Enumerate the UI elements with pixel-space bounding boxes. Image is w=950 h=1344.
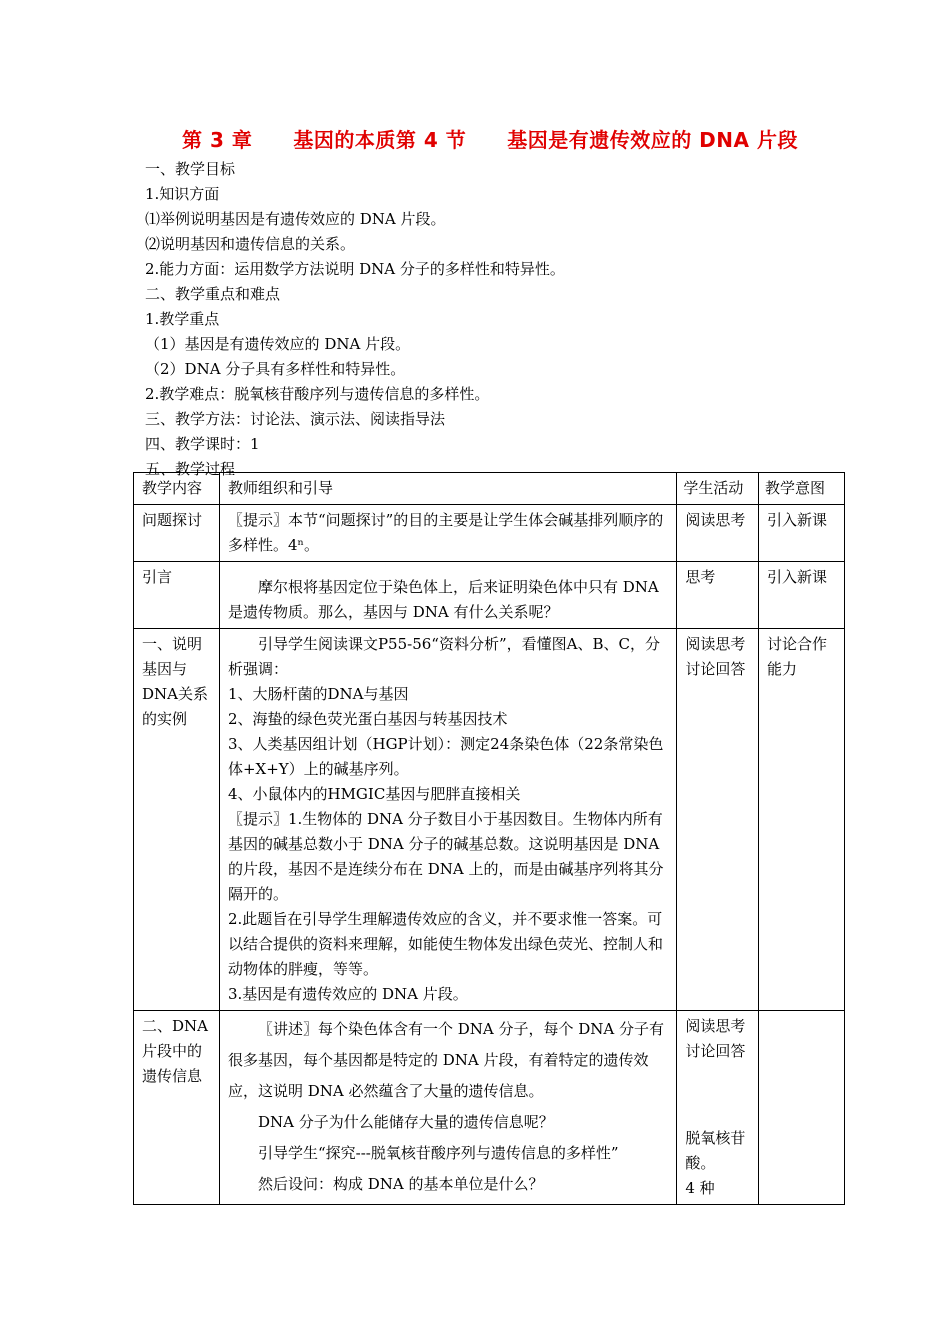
cell-intent — [759, 1011, 845, 1205]
cell-guide — [219, 1011, 676, 1205]
teaching-process-table — [133, 472, 845, 1205]
cell-activity: 思考 — [677, 562, 759, 629]
guide-paragraph: 3、人类基因组计划（HGP计划）：测定24条染色体（22条常染色体+X+Y）上的碱基序列。 — [227, 735, 664, 778]
guide-paragraph: 摩尔根将基因定位于染色体上，后来证明染色体中只有 DNA 是遗传物质。那么，基因与 DNA 有什么关系呢？ — [227, 578, 659, 621]
activity-text: 阅读思考讨论回答 — [685, 1017, 746, 1060]
column-header: 教师组织和引导 — [219, 473, 676, 505]
cell-content: 问题探讨 — [134, 505, 220, 562]
cell-guide — [219, 562, 676, 629]
text-line: ⑴举例说明基因是有遗传效应的 DNA 片段。 — [145, 210, 446, 228]
text-line: 1.知识方面 — [145, 185, 220, 203]
cell-guide: 〖提示〗本节“问题探讨”的目的主要是让学生体会碱基排列顺序的多样性。4ⁿ。 — [219, 505, 676, 562]
table-row — [134, 1011, 845, 1205]
cell-content: 一、说明基因与DNA关系的实例 — [134, 629, 220, 1011]
section-heading: 一、教学目标 — [145, 160, 236, 178]
cell-guide — [219, 629, 676, 1011]
section-heading: 二、教学重点和难点 — [145, 285, 281, 303]
guide-paragraph: 2.此题旨在引导学生理解遗传效应的含义，并不要求惟一答案。可以结合提供的资料来理解，如能使生物体发出绿色荧光、控制人和动物体的胖瘦，等等。 — [227, 910, 663, 978]
activity-text: 4 种 — [685, 1179, 715, 1197]
guide-paragraph: 引导学生阅读课文P55-56“资料分析”，看懂图A、B、C，分析强调： — [227, 635, 660, 678]
text-line: 2.能力方面：运用数学方法说明 DNA 分子的多样性和特异性。 — [145, 260, 565, 278]
guide-paragraph: 〖提示〗1.生物体的 DNA 分子数目小于基因数目。生物体内所有基因的碱基总数小于 DNA 分子的碱基总数。这说明基因是 DNA 的片段，基因不是连续分布在 DNA 上的，而是由碱基序列将其分隔开的。 — [227, 810, 664, 903]
text-line: ⑵说明基因和遗传信息的关系。 — [145, 235, 356, 253]
text-line: （1）基因是有遗传效应的 DNA 片段。 — [145, 335, 411, 353]
table-row — [134, 629, 845, 1011]
cell-activity — [677, 1011, 759, 1205]
text-line: 2.教学难点：脱氧核苷酸序列与遗传信息的多样性。 — [145, 385, 490, 403]
cell-content: 二、DNA片段中的遗传信息 — [134, 1011, 220, 1205]
guide-paragraph: 1、大肠杆菌的DNA与基因 — [227, 685, 409, 703]
text-line: （2）DNA 分子具有多样性和特异性。 — [145, 360, 406, 378]
guide-paragraph: 然后设问：构成 DNA 的基本单位是什么？ — [257, 1175, 544, 1193]
document-header — [145, 124, 845, 482]
guide-paragraph: 〖讲述〗每个染色体含有一个 DNA 分子，每个 DNA 分子有很多基因，每个基因都是特定的 DNA 片段，有着特定的遗传效应，这说明 DNA 必然蕴含了大量的遗传信息。 — [227, 1020, 664, 1100]
guide-paragraph: 3.基因是有遗传效应的 DNA 片段。 — [227, 985, 468, 1003]
guide-paragraph: DNA 分子为什么能储存大量的遗传信息呢？ — [257, 1113, 554, 1131]
table-row — [134, 562, 845, 629]
text-line: 1.教学重点 — [145, 310, 220, 328]
section-heading: 四、教学课时：1 — [145, 435, 260, 453]
cell-content: 引言 — [134, 562, 220, 629]
column-header: 教学意图 — [759, 473, 845, 505]
cell-intent: 引入新课 — [759, 505, 845, 562]
table-header-row — [134, 473, 845, 505]
section-heading: 五、教学过程 — [145, 460, 236, 478]
cell-intent: 引入新课 — [759, 562, 845, 629]
guide-paragraph: 4、小鼠体内的HMGIC基因与肥胖直接相关 — [227, 785, 521, 803]
guide-paragraph: 2、海蛰的绿色荧光蛋白基因与转基因技术 — [227, 710, 508, 728]
cell-activity: 阅读思考 — [677, 505, 759, 562]
table-row — [134, 505, 845, 562]
page-title: 第 3 章 基因的本质第 4 节 基因是有遗传效应的 DNA 片段 — [182, 128, 798, 152]
column-header: 教学内容 — [134, 473, 220, 505]
activity-text: 脱氧核苷酸。 — [685, 1129, 746, 1172]
cell-activity: 阅读思考讨论回答 — [677, 629, 759, 1011]
guide-paragraph: 引导学生“探究---脱氧核苷酸序列与遗传信息的多样性” — [257, 1144, 619, 1162]
section-heading: 三、教学方法：讨论法、演示法、阅读指导法 — [145, 410, 446, 428]
column-header: 学生活动 — [677, 473, 759, 505]
cell-intent: 讨论合作能力 — [759, 629, 845, 1011]
